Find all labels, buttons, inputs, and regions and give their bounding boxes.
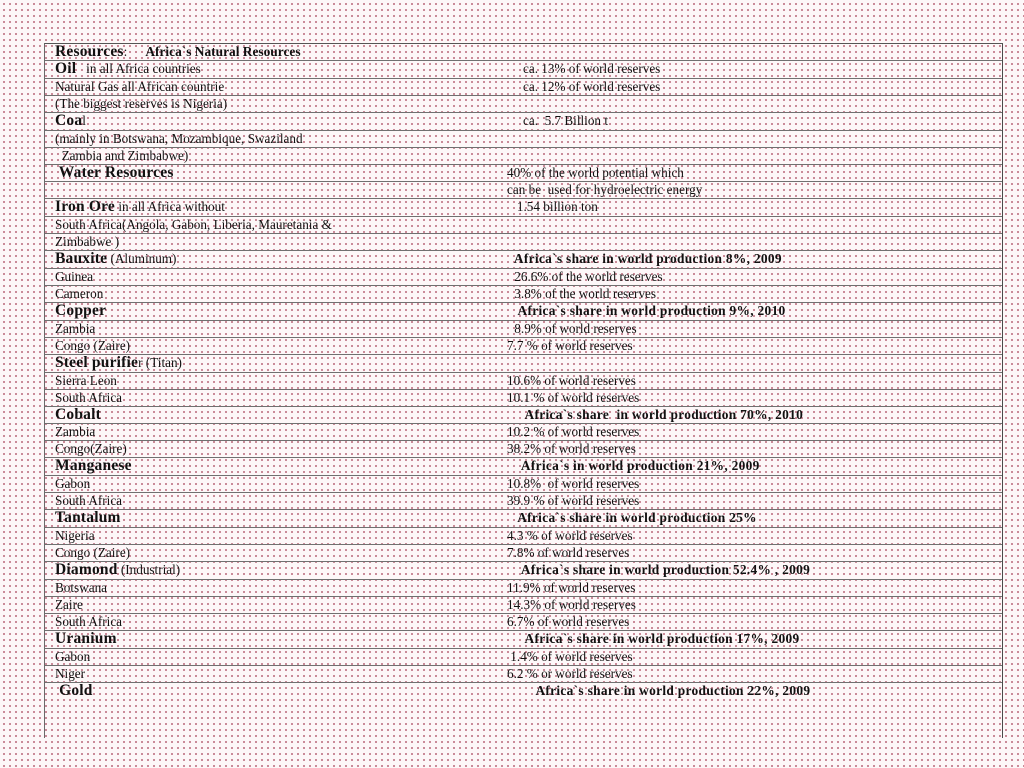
resource-detail: Botswana [55, 579, 108, 595]
resource-detail: South Africa [55, 389, 123, 405]
table-row [45, 182, 1002, 199]
reserves-value: ca. 12% of world reserves [523, 78, 661, 94]
resource-cell [55, 614, 122, 630]
table-row [45, 251, 1002, 269]
resource-cell [55, 234, 119, 250]
table-row [45, 79, 1002, 96]
reserves-value: 40% of the world potential which [507, 164, 684, 180]
resource-cell [55, 355, 182, 371]
resource-name: Water Resources [55, 163, 174, 181]
resource-cell [55, 441, 127, 457]
table-row [45, 113, 1002, 131]
resource-detail: in all Africa countries [76, 61, 201, 76]
resource-name: Diamond [55, 560, 118, 578]
resource-cell [55, 321, 95, 337]
table-row [45, 476, 1002, 493]
resource-name: Manganese [55, 457, 132, 475]
resource-detail: Zimbabwe ) [55, 234, 120, 250]
table-row [45, 286, 1002, 303]
resource-cell [55, 683, 93, 699]
resource-cell [55, 148, 188, 164]
table-row [45, 631, 1002, 649]
reserves-value: ca. 13% of world reserves [523, 61, 661, 76]
table-row [45, 458, 1002, 476]
table-row [45, 580, 1002, 597]
resource-cell [55, 424, 95, 440]
reserves-value: can be used for hydroelectric energy [507, 182, 703, 198]
resource-cell [55, 510, 121, 526]
table-row [45, 424, 1002, 441]
resource-detail: Cameron [55, 285, 104, 301]
reserves-value: 1.4% of world reserves [507, 648, 633, 664]
resource-detail: Zambia and Zimbabwe) [55, 147, 189, 163]
resource-detail: Guinea [55, 268, 94, 284]
resource-detail: South Africa [55, 493, 123, 509]
resource-detail: Sierra Leon [55, 372, 117, 388]
resource-cell [55, 373, 117, 389]
reserves-value: 14.3% of world reserves [507, 596, 636, 612]
reserves-value: 8.9% of world reserves [511, 320, 637, 336]
reserves-value: 10.8% of world reserves [507, 476, 640, 492]
table-row [45, 597, 1002, 614]
resource-cell [55, 303, 106, 319]
table-row [45, 355, 1002, 373]
reserves-value: 7.8% of world reserves [507, 544, 630, 560]
resource-detail: Gabon [55, 648, 91, 664]
resource-detail: Zambia [55, 320, 96, 336]
production-share: Africa`s share in world production 22%, 2009 [507, 682, 811, 698]
table-row [45, 614, 1002, 631]
table-title-row [45, 44, 1002, 61]
resource-detail: Natural Gas all African countrie [55, 78, 225, 94]
reserves-value: 4.3 % of world reserves [507, 527, 633, 543]
production-share: Africa`s share in world production 70%, 2010 [507, 406, 804, 422]
resource-detail: in all Africa without [115, 199, 225, 215]
resource-detail: (mainly in Botswana, Mozambique, Swaziland [55, 130, 303, 146]
resource-detail: Niger [55, 665, 86, 681]
resource-detail: South Africa(Angola, Gabon, Liberia, Mauretania & [55, 217, 332, 233]
resource-detail: (The biggest reserves is Nigeria) [55, 95, 228, 111]
resource-name: Steel purifie [55, 353, 139, 371]
resource-detail: Zaire [55, 596, 83, 612]
table-row [45, 528, 1002, 545]
reserves-value: 38.2% of world reserves [507, 441, 636, 457]
table-row [45, 217, 1002, 234]
resource-detail: Congo (Zaire) [55, 337, 131, 353]
resource-name: Tantalum [55, 509, 121, 527]
resource-cell [55, 476, 90, 492]
title-subtitle: Africa`s Natural Resources [145, 44, 301, 59]
reserves-value: 10.6% of world reserves [507, 372, 636, 388]
resource-cell [55, 597, 83, 613]
table-row [45, 269, 1002, 286]
table-body [45, 61, 1002, 700]
reserves-value: ca. 5.7 Billion t [523, 112, 608, 128]
table-row [45, 234, 1002, 251]
resource-cell [55, 199, 225, 215]
resource-detail: Gabon [55, 476, 91, 492]
resource-detail: Congo (Zaire) [55, 544, 131, 560]
resource-cell [55, 131, 303, 147]
resource-cell [55, 649, 90, 665]
resource-cell [55, 217, 332, 233]
production-share: Africa`s share in world production 17%, 2009 [507, 630, 800, 646]
title-label: Resources [55, 43, 124, 60]
resource-cell [55, 407, 101, 423]
table-row [45, 61, 1002, 79]
resource-detail: (Aluminum) [107, 251, 177, 267]
resource-detail: Congo(Zaire) [55, 441, 127, 457]
reserves-value: 3.8% of the world reserves [511, 285, 657, 301]
resource-name: Cobalt [55, 405, 101, 423]
table-row [45, 199, 1002, 217]
resource-cell [55, 493, 122, 509]
resource-detail: l [82, 112, 86, 128]
resource-name: Coa [55, 111, 83, 129]
table-row [45, 373, 1002, 390]
resource-detail: (Industrial) [117, 561, 181, 577]
resource-detail: r (Titan) [138, 354, 182, 370]
table-row [45, 165, 1002, 183]
production-share: Africa`s share in world production 8%, 2009 [511, 251, 782, 267]
table-row [45, 562, 1002, 580]
resource-name: Gold [55, 681, 93, 699]
resource-cell [55, 580, 107, 596]
table-row [45, 303, 1002, 321]
table-row [45, 666, 1002, 683]
resource-cell [55, 562, 180, 578]
resource-cell [55, 286, 103, 302]
production-share: Africa`s share in world production 25% [507, 510, 757, 526]
table-row [45, 131, 1002, 148]
table-row [45, 545, 1002, 562]
resource-cell [55, 269, 93, 285]
table-row [45, 390, 1002, 407]
resource-cell [55, 79, 224, 95]
title-cell [55, 44, 301, 60]
production-share: Africa`s share in world production 9%, 2010 [511, 302, 786, 318]
table-row [45, 683, 1002, 701]
resource-cell [55, 61, 201, 77]
resource-cell [55, 113, 86, 129]
resource-cell [55, 458, 132, 474]
resource-name: Uranium [55, 629, 117, 647]
production-share: Africa`s share in world production 52.4% , 2009 [507, 561, 811, 577]
resource-name: Iron Ore [55, 198, 116, 216]
resource-cell [55, 96, 227, 112]
reserves-value: 6.2 % or world reserves [507, 665, 633, 681]
table-row [45, 407, 1002, 425]
table-row [45, 441, 1002, 458]
resource-detail: Nigeria [55, 527, 95, 543]
reserves-value: 26.6% of the world reserves [511, 268, 663, 284]
resource-detail: Zambia [55, 424, 96, 440]
resource-detail: South Africa [55, 613, 123, 629]
table-row [45, 493, 1002, 510]
resource-cell [55, 338, 130, 354]
reserves-value: 1.54 billion ton [507, 199, 598, 215]
resource-cell [55, 631, 117, 647]
production-share: Africa`s in world production 21%, 2009 [507, 458, 760, 474]
reserves-value: 10.1 % of world reserves [507, 389, 640, 405]
reserves-value: 39.9 % of world reserves [507, 493, 640, 509]
reserves-value: 6.7% of world reserves [507, 613, 630, 629]
table-row [45, 96, 1002, 113]
resource-cell [55, 251, 176, 267]
resource-cell [55, 528, 95, 544]
resource-cell [55, 390, 122, 406]
table-row [45, 510, 1002, 528]
reserves-value: 7.7 % of world reserves [507, 337, 633, 353]
resource-name: Bauxite [55, 250, 108, 268]
table-row [45, 321, 1002, 338]
resource-name: Copper [55, 301, 107, 319]
table-row [45, 649, 1002, 666]
reserves-value: 10.2 % of world reserves [507, 424, 640, 440]
title-colon: : [123, 44, 128, 59]
resource-name: Oil [55, 60, 77, 77]
resource-cell [55, 666, 85, 682]
resource-cell [55, 545, 130, 561]
reserves-value: 11.9% of world reserves [507, 579, 636, 595]
resources-table [44, 43, 1003, 738]
table-row [45, 148, 1002, 165]
table-row [45, 338, 1002, 355]
resource-cell [55, 165, 174, 181]
